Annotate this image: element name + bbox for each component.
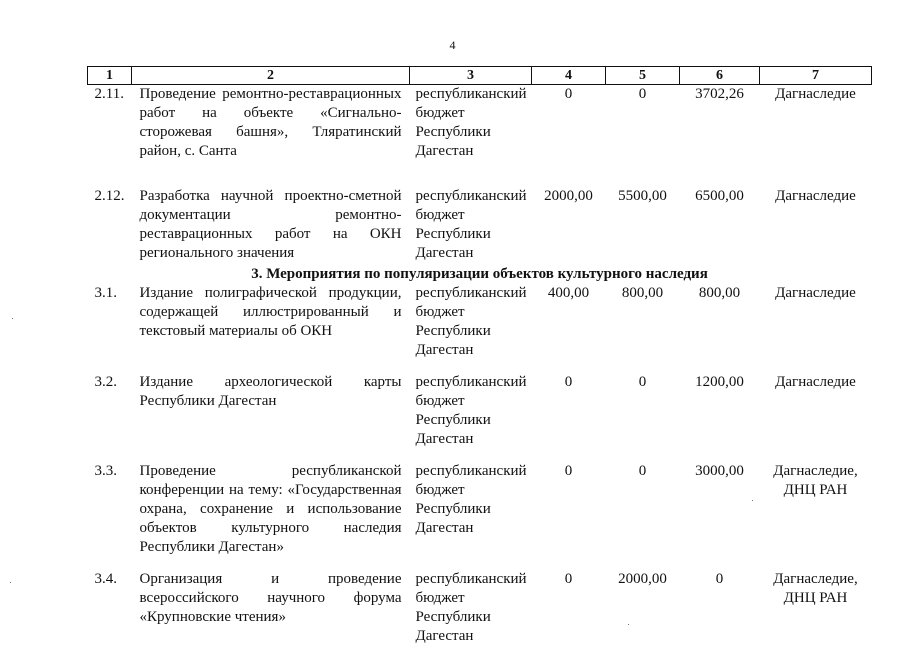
page-number: 4	[449, 38, 456, 52]
section-heading-row	[88, 263, 872, 284]
scan-dot	[752, 500, 753, 501]
executor: Дагнаследие	[775, 188, 856, 204]
executor: Дагнаследие	[775, 285, 856, 301]
value-col4: 0	[564, 571, 573, 587]
value-col4: 0	[564, 463, 573, 479]
column-header: 3	[410, 67, 532, 85]
value-col4: 2000,00	[544, 188, 593, 204]
table-header-row	[88, 67, 872, 85]
table-row	[88, 462, 872, 557]
value-col6: 0	[715, 571, 724, 587]
row-number: 2.11.	[94, 86, 124, 102]
column-header: 1	[88, 67, 132, 85]
value-col4: 400,00	[547, 285, 590, 301]
table-row	[88, 570, 872, 646]
measure-name: Издание полиграфической продукции, содержащей иллюстрированный и текстовый материалы об ОКН	[139, 285, 402, 339]
value-col6: 3000,00	[695, 463, 744, 479]
row-number: 3.3.	[94, 463, 117, 479]
value-col5: 0	[638, 374, 647, 390]
value-col4: 0	[564, 374, 573, 390]
value-col6: 1200,00	[695, 374, 744, 390]
value-col5: 5500,00	[618, 188, 667, 204]
table-row	[88, 373, 872, 449]
measure-name: Проведение ремонтно-реставрационных работ на объекте «Сигнально-сторожевая башня», Тляратинский район, с. Санта	[139, 86, 402, 159]
value-col6: 6500,00	[695, 188, 744, 204]
row-number: 3.1.	[94, 285, 117, 301]
funding-source: республиканский бюджет Республики Дагестан	[415, 285, 527, 358]
row-number: 3.4.	[94, 571, 117, 587]
executor: Дагнаследие, ДНЦ РАН	[773, 463, 858, 498]
funding-source: республиканский бюджет Республики Дагестан	[415, 86, 527, 159]
scan-dot	[10, 582, 11, 583]
funding-source: республиканский бюджет Республики Дагестан	[415, 374, 527, 447]
column-header: 4	[532, 67, 606, 85]
value-col4: 0	[564, 86, 573, 102]
value-col6: 800,00	[698, 285, 741, 301]
scan-dot	[12, 318, 13, 319]
row-number: 3.2.	[94, 374, 117, 390]
funding-source: республиканский бюджет Республики Дагестан	[415, 463, 527, 536]
table-row	[88, 284, 872, 360]
row-number: 2.12.	[94, 188, 125, 204]
section-heading: 3. Мероприятия по популяризации объектов культурного наследия	[251, 266, 708, 282]
table-row	[88, 85, 872, 162]
scan-dot	[628, 624, 629, 625]
value-col5: 0	[638, 463, 647, 479]
measures-table	[87, 66, 872, 646]
value-col5: 0	[638, 86, 647, 102]
funding-source: республиканский бюджет Республики Дагестан	[415, 188, 527, 261]
measure-name: Разработка научной проектно-сметной документации ремонтно-реставрационных работ на ОКН регионального значения	[139, 188, 402, 261]
column-header: 2	[132, 67, 410, 85]
value-col5: 800,00	[621, 285, 664, 301]
column-header: 5	[606, 67, 680, 85]
table-row	[88, 187, 872, 263]
executor: Дагнаследие	[775, 86, 856, 102]
column-header: 7	[760, 67, 872, 85]
value-col5: 2000,00	[618, 571, 667, 587]
measure-name: Проведение республиканской конференции на тему: «Государственная охрана, сохранение и использование объектов культурного наследия Республики Дагестан»	[139, 463, 402, 555]
measure-name: Организация и проведение всероссийского научного форума «Крупновские чтения»	[139, 571, 402, 625]
executor: Дагнаследие, ДНЦ РАН	[773, 571, 858, 606]
executor: Дагнаследие	[775, 374, 856, 390]
value-col6: 3702,26	[695, 86, 744, 102]
measure-name: Издание археологической карты Республики Дагестан	[139, 374, 402, 409]
funding-source: республиканский бюджет Республики Дагестан	[415, 571, 527, 644]
column-header: 6	[680, 67, 760, 85]
